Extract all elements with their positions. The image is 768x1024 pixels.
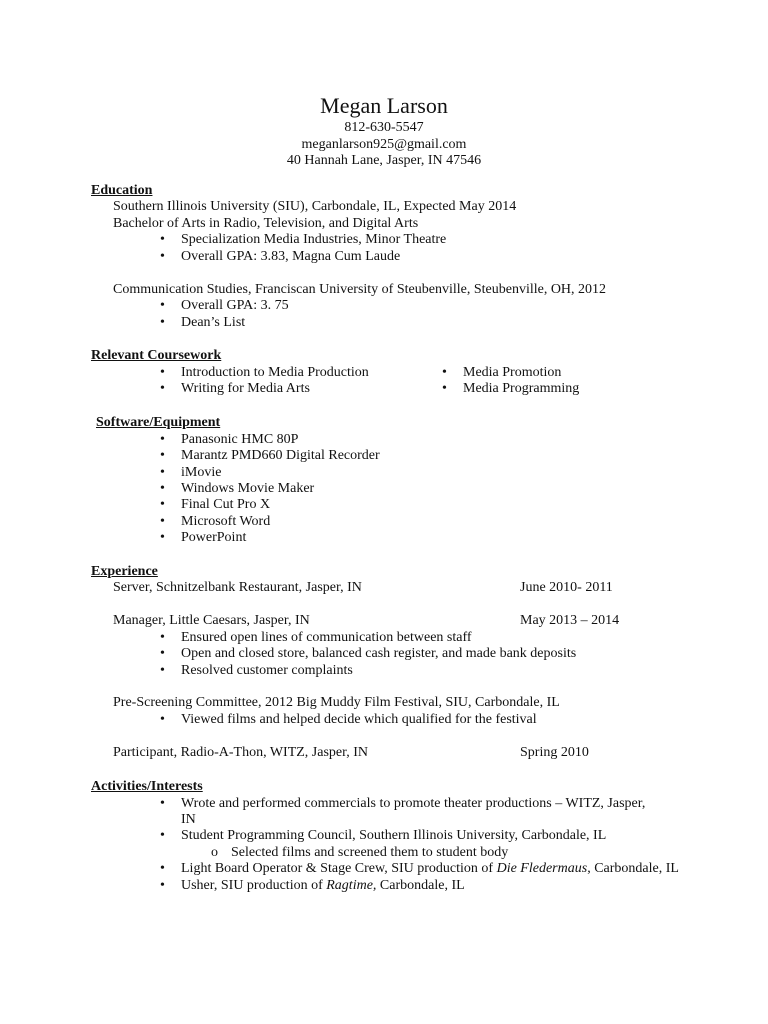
list-item: • Dean’s List <box>160 315 246 330</box>
education-heading: Education <box>91 183 153 198</box>
phone-number: 812-630-5547 <box>344 120 424 135</box>
list-item: • Student Programming Council, Southern Illinois University, Carbondale, IL <box>160 828 607 843</box>
list-item: • Introduction to Media Production <box>160 365 369 380</box>
list-item: • Viewed films and helped decide which qualified for the festival <box>160 712 537 727</box>
contact-header <box>0 92 768 170</box>
job-title: Participant, Radio-A-Thon, WITZ, Jasper, IN <box>113 745 369 760</box>
list-item: • Media Promotion <box>442 365 562 380</box>
job-date: June 2010- 2011 <box>520 580 613 595</box>
mailing-address: 40 Hannah Lane, Jasper, IN 47546 <box>286 153 482 168</box>
list-item: • Wrote and performed commercials to promote theater productions – WITZ, Jasper, <box>160 796 646 811</box>
degree-line: Bachelor of Arts in Radio, Television, and Digital Arts <box>113 216 419 231</box>
list-item: • Overall GPA: 3.83, Magna Cum Laude <box>160 249 401 264</box>
activities-heading: Activities/Interests <box>91 779 203 794</box>
list-item: • iMovie <box>160 465 222 480</box>
list-item: • Writing for Media Arts <box>160 381 310 396</box>
list-item: • Specialization Media Industries, Minor Theatre <box>160 232 447 247</box>
list-item: • Final Cut Pro X <box>160 497 271 512</box>
job-date: May 2013 – 2014 <box>520 613 620 628</box>
list-item: • Panasonic HMC 80P <box>160 432 299 447</box>
candidate-name: Megan Larson <box>320 93 448 118</box>
siu-school-line: Southern Illinois University (SIU), Carbondale, IL, Expected May 2014 <box>113 199 517 214</box>
email-address: meganlarson925@gmail.com <box>301 136 467 152</box>
list-item: • Resolved customer complaints <box>160 663 353 678</box>
list-item-continuation: IN <box>181 812 196 827</box>
sub-list-item: o Selected films and screened them to student body <box>211 845 509 860</box>
job-title: Pre-Screening Committee, 2012 Big Muddy Film Festival, SIU, Carbondale, IL <box>113 695 560 710</box>
list-item: • Light Board Operator & Stage Crew, SIU production of Die Fledermaus, Carbondale, IL <box>160 861 679 876</box>
software-heading: Software/Equipment <box>96 415 221 430</box>
job-date: Spring 2010 <box>520 745 589 760</box>
list-item: • Windows Movie Maker <box>160 481 315 496</box>
coursework-heading: Relevant Coursework <box>91 348 222 363</box>
job-title: Manager, Little Caesars, Jasper, IN <box>113 613 310 628</box>
list-item: • Overall GPA: 3. 75 <box>160 298 289 313</box>
list-item: • Marantz PMD660 Digital Recorder <box>160 448 380 463</box>
list-item: • Ensured open lines of communication between staff <box>160 630 472 645</box>
list-item: • Usher, SIU production of Ragtime, Carbondale, IL <box>160 878 465 893</box>
list-item: • PowerPoint <box>160 530 247 545</box>
list-item: • Media Programming <box>442 381 580 396</box>
job-title: Server, Schnitzelbank Restaurant, Jasper, IN <box>113 580 362 595</box>
franciscan-school-line: Communication Studies, Franciscan University of Steubenville, Steubenville, OH, 2012 <box>113 282 607 297</box>
list-item: • Microsoft Word <box>160 514 271 529</box>
list-item: • Open and closed store, balanced cash register, and made bank deposits <box>160 646 577 661</box>
experience-heading: Experience <box>91 564 158 579</box>
